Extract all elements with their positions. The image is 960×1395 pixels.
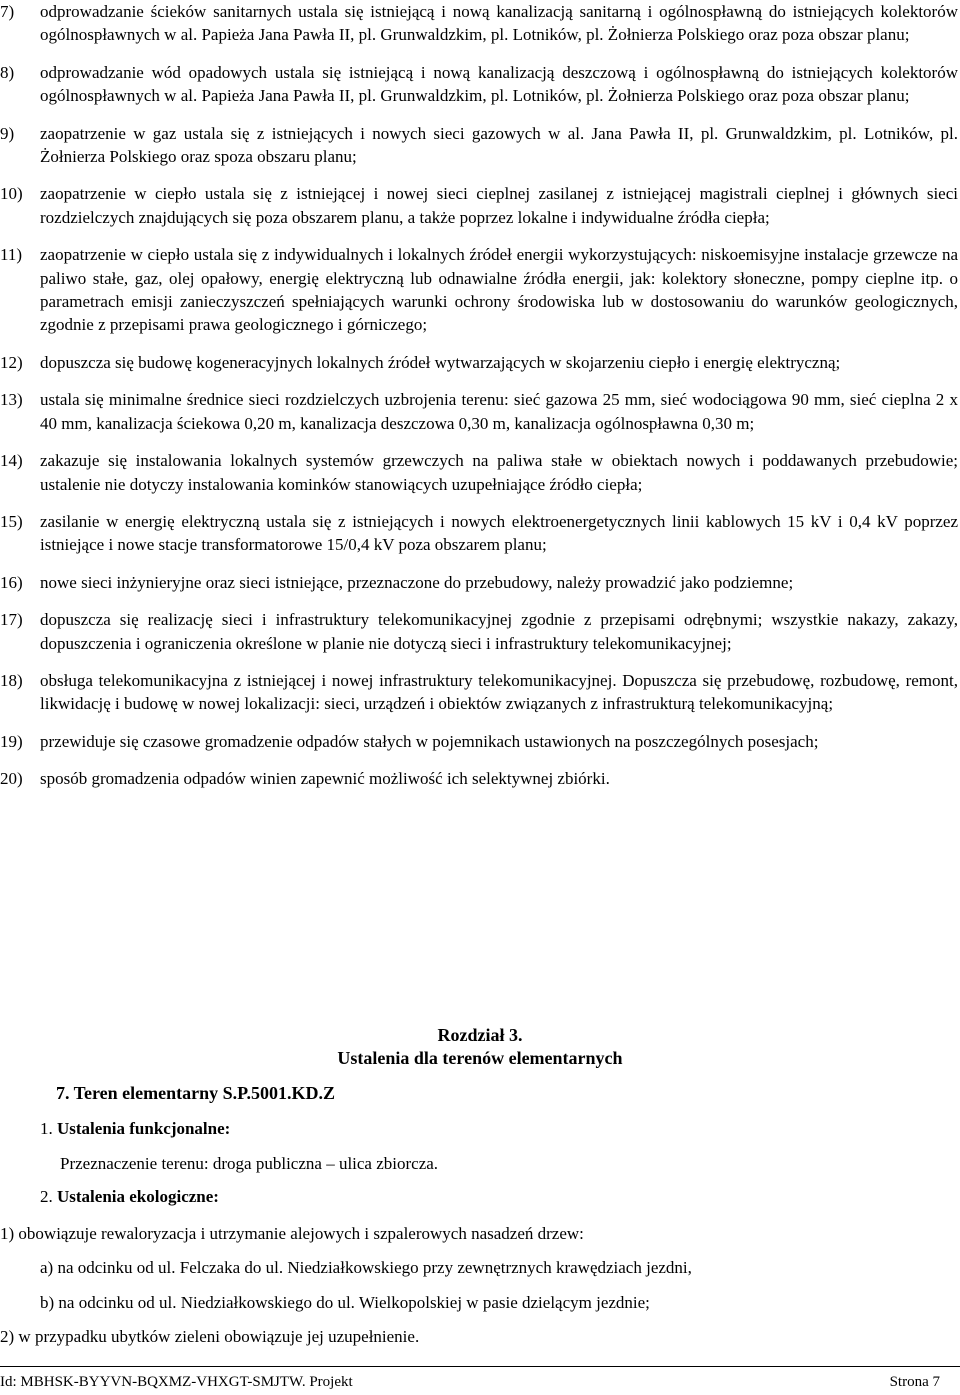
list-item-text: dopuszcza się realizację sieci i infrastruktury telekomunikacyjnej zgodnie z przepisami odrębnymi; wszystkie nakazy, zakazy, dopuszczenia i ograniczenia określone w planie nie dotyczą sieci i infrastruktury telekomunikacyjnej; bbox=[40, 610, 958, 653]
list-item-text: zaopatrzenie w gaz ustala się z istniejących i nowych sieci gazowych w al. Jana Pawła II, pl. Grunwaldzkim, pl. Lotników, pl. Żołnierza Polskiego oraz spoza obszaru planu; bbox=[40, 123, 958, 167]
list-item-text: odprowadzanie ścieków sanitarnych ustala się istniejącą i nową kanalizacją sanitarną i ogólnospławną do istniejących kolektorów ogólnospławnych w al. Papieża Jana Pawła II, pl. Grunwaldzkim, pl. Lotników, pl. Żołnierza Polskiego oraz poza obszar planu; bbox=[40, 2, 958, 45]
list-item-text: sposób gromadzenia odpadów winien zapewnić możliwość ich selektywnej zbiórki. bbox=[40, 769, 610, 789]
list-item bbox=[0, 243, 960, 337]
list-item-number: 9) bbox=[0, 123, 15, 143]
list-item-number: 17) bbox=[0, 610, 23, 630]
list-item-number: 18) bbox=[0, 670, 23, 690]
list-item-text: zaopatrzenie w ciepło ustala się z istniejącej i nowej sieci cieplnej zasilanej z istniejącej magistrali cieplnej i głównych sieci rozdzielczych znajdujących się poza obszarem planu, a także poprzez lokalne i indywidualne źródła ciepła; bbox=[40, 184, 958, 227]
page-number: Strona 7 bbox=[889, 1374, 940, 1390]
subsection-number: 2. bbox=[40, 1187, 53, 1206]
list-item bbox=[0, 608, 960, 655]
list-item-number: 13) bbox=[0, 390, 23, 410]
list-item-text: przewiduje się czasowe gromadzenie odpadów stałych w pojemnikach ustawionych na poszczególnych posesjach; bbox=[40, 731, 819, 751]
subsection-functional bbox=[40, 1117, 230, 1140]
list-item-number: 12) bbox=[0, 352, 23, 372]
ecological-item-2: 2) w przypadku ubytków zieleni obowiązuje jej uzupełnienie. bbox=[0, 1327, 420, 1346]
list-item bbox=[0, 767, 960, 790]
list-item-text: ustala się minimalne średnice sieci rozdzielczych uzbrojenia terenu: sieć gazowa 25 mm, sieć wodociągowa 90 mm, sieć cieplna 2 x 40 mm, kanalizacja ściekowa 0,20 m, kanalizacja deszczowa 0,30 m, kanalizacja ogólnospławna 0,30 m; bbox=[40, 390, 958, 433]
list-item bbox=[0, 571, 960, 594]
list-item-number: 20) bbox=[0, 769, 23, 789]
list-item-text: odprowadzanie wód opadowych ustala się istniejącą i nową kanalizacją deszczową i ogólnospławną do istniejących kolektorów ogólnospławnych w al. Papieża Jana Pawła II, pl. Grunwaldzkim, pl. Lotników, pl. Żołnierza Polskiego oraz poza obszar planu; bbox=[40, 62, 958, 106]
ecological-item-1: 1) obowiązuje rewaloryzacja i utrzymanie alejowych i szpalerowych nasadzeń drzew: bbox=[0, 1224, 584, 1243]
section-title: 7. Teren elementarny S.P.5001.KD.Z bbox=[56, 1083, 336, 1103]
chapter-number: Rozdział 3. bbox=[437, 1025, 523, 1045]
list-item-number: 8) bbox=[0, 62, 15, 82]
list-item-text: zaopatrzenie w ciepło ustala się z indywidualnych i lokalnych źródeł energii wykorzystujących: niskoemisyjne instalacje grzewcze na paliwo stałe, gaz, olej opałowy, energię elektryczną lub odnawialne źródła energii, jak: kolektory słoneczne, pompy cieplne itp. o parametrach emisji zanieczyszczeń spełniających warunki ochrony środowiska lub w dostosowaniu do warunków geologicznych, zgodnie z przepisami prawa geologicznego i górniczego; bbox=[40, 245, 958, 335]
list-item-text: zasilanie w energię elektryczną ustala się z istniejących i nowych elektroenergetycznych linii kablowych 15 kV i 0,4 kV poprzez istniejące i nowe stacje transformatorowe 15/0,4 kV poza obszarem planu; bbox=[40, 511, 958, 555]
list-item-number: 10) bbox=[0, 184, 23, 204]
list-item bbox=[0, 182, 960, 229]
list-item-number: 11) bbox=[0, 245, 23, 265]
list-item bbox=[0, 730, 960, 753]
list-item-text: dopuszcza się budowę kogeneracyjnych lokalnych źródeł wytwarzających w skojarzeniu ciepło i energię elektryczną; bbox=[40, 352, 841, 372]
list-item-text: nowe sieci inżynieryjne oraz sieci istniejące, przeznaczone do przebudowy, należy prowadzić jako podziemne; bbox=[40, 572, 794, 592]
functional-text: Przeznaczenie terenu: droga publiczna – ulica zbiorcza. bbox=[60, 1154, 439, 1173]
list-item bbox=[0, 0, 960, 47]
ecological-item-1b: b) na odcinku od ul. Niedziałkowskiego do ul. Wielkopolskiej w pasie dzielącym jezdnie; bbox=[40, 1293, 650, 1312]
list-item bbox=[0, 669, 960, 716]
list-item bbox=[0, 388, 960, 435]
list-item-number: 7) bbox=[0, 2, 15, 21]
list-item-text: zakazuje się instalowania lokalnych systemów grzewczych na paliwa stałe w obiektach nowych i poddawanych przebudowie; ustalenie nie dotyczy instalowania kominków stanowiących uzupełniające źródło ciepła; bbox=[40, 451, 958, 494]
list-item-text: obsługa telekomunikacyjna z istniejącej i nowej infrastruktury telekomunikacyjnej. Dopuszcza się przebudowę, rozbudowę, remont, likwidację i budowę w nowej lokalizacji: sieci, urządzeń i obiektów związanych z infrastrukturą telekomunikacyjną; bbox=[40, 670, 958, 714]
document-id: Id: MBHSK-BYYVN-BQXMZ-VHXGT-SMJTW. Projekt bbox=[0, 1374, 353, 1390]
list-item bbox=[0, 61, 960, 108]
subsection-ecological bbox=[40, 1185, 219, 1208]
list-item bbox=[0, 510, 960, 557]
subsection-number: 1. bbox=[40, 1119, 53, 1138]
subsection-label: Ustalenia ekologiczne: bbox=[57, 1187, 219, 1206]
chapter-title: Ustalenia dla terenów elementarnych bbox=[337, 1048, 623, 1068]
footer-divider bbox=[0, 1366, 960, 1367]
subsection-label: Ustalenia funkcjonalne: bbox=[57, 1119, 231, 1138]
list-item-number: 15) bbox=[0, 511, 23, 531]
list-item bbox=[0, 449, 960, 496]
list-item-number: 14) bbox=[0, 451, 23, 471]
list-item bbox=[0, 351, 960, 374]
list-item bbox=[0, 122, 960, 169]
ecological-item-1a: a) na odcinku od ul. Felczaka do ul. Niedziałkowskiego przy zewnętrznych krawędziach jezdni, bbox=[40, 1258, 692, 1277]
list-item-number: 19) bbox=[0, 731, 23, 751]
list-item-number: 16) bbox=[0, 572, 23, 592]
